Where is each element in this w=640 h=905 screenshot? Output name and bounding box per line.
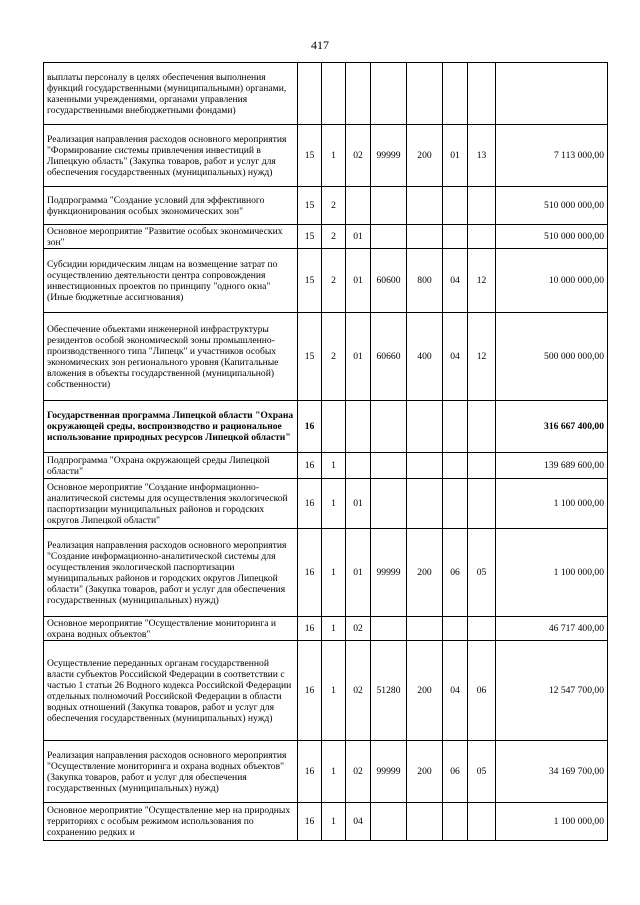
program-code	[298, 63, 322, 125]
section-code	[443, 63, 468, 125]
section-code	[443, 803, 468, 841]
table-row	[44, 249, 608, 313]
main-event-code: 02	[346, 617, 371, 641]
table-row	[44, 529, 608, 617]
table-row	[44, 479, 608, 529]
expense-type-code: 200	[407, 741, 443, 803]
expense-direction-code	[371, 803, 407, 841]
row-name: Основное мероприятие "Развитие особых экономических зон"	[44, 225, 298, 249]
program-code: 16	[298, 453, 322, 479]
amount: 7 113 000,00	[496, 125, 608, 187]
expense-direction-code	[371, 63, 407, 125]
expense-direction-code: 51280	[371, 641, 407, 741]
amount: 1 100 000,00	[496, 479, 608, 529]
row-name: Основное мероприятие "Создание информационно-аналитической системы для осуществления экологической паспортизации муниципальных районов и городских округов Липецкой области"	[44, 479, 298, 529]
main-event-code: 04	[346, 803, 371, 841]
program-code: 16	[298, 803, 322, 841]
main-event-code: 01	[346, 479, 371, 529]
subprogram-code	[322, 63, 346, 125]
amount: 46 717 400,00	[496, 617, 608, 641]
subprogram-code: 1	[322, 617, 346, 641]
amount: 139 689 600,00	[496, 453, 608, 479]
section-code	[443, 225, 468, 249]
subsection-code	[468, 803, 496, 841]
page-number: 417	[311, 38, 329, 52]
section-code: 06	[443, 529, 468, 617]
expense-type-code	[407, 617, 443, 641]
expense-type-code	[407, 63, 443, 125]
program-code: 15	[298, 225, 322, 249]
row-name: Субсидии юридическим лицам на возмещение затрат по осуществлению деятельности центра сопровождения инвестиционных проектов по принципу "одного окна" (Иные бюджетные ассигнования)	[44, 249, 298, 313]
expense-direction-code	[371, 187, 407, 225]
expense-type-code	[407, 453, 443, 479]
section-code: 04	[443, 641, 468, 741]
budget-table	[43, 62, 608, 841]
section-code	[443, 187, 468, 225]
row-name: Осуществление переданных органам государственной власти субъектов Российской Федерации в соответствии с частью 1 статьи 26 Водного кодекса Российской Федерации отдельных полномочий Российской Федерации в области водных отношений (Закупка товаров, работ и услуг для обеспечения государственных (муниципальных) нужд)	[44, 641, 298, 741]
subprogram-code	[322, 401, 346, 453]
section-code	[443, 479, 468, 529]
program-code: 15	[298, 187, 322, 225]
subprogram-code: 1	[322, 529, 346, 617]
expense-type-code: 200	[407, 641, 443, 741]
amount: 10 000 000,00	[496, 249, 608, 313]
subsection-code: 05	[468, 741, 496, 803]
subsection-code: 12	[468, 249, 496, 313]
main-event-code: 02	[346, 125, 371, 187]
subsection-code	[468, 401, 496, 453]
table-row	[44, 187, 608, 225]
main-event-code: 01	[346, 529, 371, 617]
expense-direction-code	[371, 479, 407, 529]
section-code: 04	[443, 249, 468, 313]
subsection-code: 12	[468, 313, 496, 401]
expense-direction-code	[371, 453, 407, 479]
amount: 500 000 000,00	[496, 313, 608, 401]
main-event-code	[346, 187, 371, 225]
row-name: Основное мероприятие "Осуществление мониторинга и охрана водных объектов"	[44, 617, 298, 641]
expense-direction-code	[371, 225, 407, 249]
program-code: 16	[298, 529, 322, 617]
subprogram-code: 2	[322, 249, 346, 313]
row-name: Обеспечение объектами инженерной инфраструктуры резидентов особой экономической зоны промышленно-производственного типа "Липецк" и участников особых экономических зон регионального уровня (Капитальные вложения в объекты государственной (муниципальной) собственности)	[44, 313, 298, 401]
table-row	[44, 803, 608, 841]
table-row	[44, 125, 608, 187]
amount: 1 100 000,00	[496, 529, 608, 617]
section-code: 04	[443, 313, 468, 401]
subsection-code	[468, 617, 496, 641]
table-row	[44, 453, 608, 479]
subsection-code	[468, 63, 496, 125]
subsection-code: 05	[468, 529, 496, 617]
row-name: Основное мероприятие "Осуществление мер на природных территориях с особым режимом использования по сохранению редких и	[44, 803, 298, 841]
expense-direction-code: 99999	[371, 529, 407, 617]
row-name: Реализация направления расходов основного мероприятия "Осуществление мониторинга и охрана водных объектов" (Закупка товаров, работ и услуг для обеспечения государственных (муниципальных) нужд)	[44, 741, 298, 803]
section-code	[443, 401, 468, 453]
program-code: 15	[298, 249, 322, 313]
main-event-code	[346, 63, 371, 125]
expense-type-code: 200	[407, 529, 443, 617]
expense-direction-code: 60600	[371, 249, 407, 313]
expense-type-code	[407, 225, 443, 249]
main-event-code: 01	[346, 313, 371, 401]
table-row	[44, 225, 608, 249]
expense-type-code: 400	[407, 313, 443, 401]
section-code: 06	[443, 741, 468, 803]
subprogram-code: 2	[322, 187, 346, 225]
subsection-code: 06	[468, 641, 496, 741]
row-name: Государственная программа Липецкой области "Охрана окружающей среды, воспроизводство и рациональное использование природных ресурсов Липецкой области"	[44, 401, 298, 453]
table-row	[44, 63, 608, 125]
program-code: 16	[298, 479, 322, 529]
expense-direction-code	[371, 617, 407, 641]
table-row	[44, 617, 608, 641]
expense-type-code	[407, 401, 443, 453]
subprogram-code: 1	[322, 125, 346, 187]
main-event-code: 01	[346, 225, 371, 249]
section-code	[443, 617, 468, 641]
expense-type-code	[407, 187, 443, 225]
main-event-code	[346, 401, 371, 453]
amount: 510 000 000,00	[496, 187, 608, 225]
main-event-code: 01	[346, 249, 371, 313]
main-event-code: 02	[346, 641, 371, 741]
row-name: Реализация направления расходов основного мероприятия "Формирование системы привлечения инвестиций в Липецкую область" (Закупка товаров, работ и услуг для обеспечения государственных (муниципальных) нужд)	[44, 125, 298, 187]
expense-type-code: 200	[407, 125, 443, 187]
program-code: 15	[298, 125, 322, 187]
subprogram-code: 1	[322, 641, 346, 741]
expense-type-code: 800	[407, 249, 443, 313]
expense-type-code	[407, 479, 443, 529]
amount: 1 100 000,00	[496, 803, 608, 841]
amount: 12 547 700,00	[496, 641, 608, 741]
row-name: Реализация направления расходов основного мероприятия "Создание информационно-аналитической системы для осуществления экологической паспортизации муниципальных районов и городских округов Липецкой области" (Закупка товаров, работ и услуг для обеспечения государственных (муниципальных) нужд)	[44, 529, 298, 617]
subprogram-code: 1	[322, 741, 346, 803]
row-name: Подпрограмма "Охрана окружающей среды Липецкой области"	[44, 453, 298, 479]
program-code: 16	[298, 641, 322, 741]
section-code	[443, 453, 468, 479]
subprogram-code: 1	[322, 803, 346, 841]
program-code: 15	[298, 313, 322, 401]
main-event-code: 02	[346, 741, 371, 803]
table-row	[44, 313, 608, 401]
table-row	[44, 641, 608, 741]
subprogram-code: 1	[322, 453, 346, 479]
subprogram-code: 2	[322, 313, 346, 401]
amount: 34 169 700,00	[496, 741, 608, 803]
expense-direction-code: 99999	[371, 125, 407, 187]
subsection-code	[468, 453, 496, 479]
row-name: выплаты персоналу в целях обеспечения выполнения функций государственными (муниципальными) органами, казенными учреждениями, органами управления государственными внебюджетными фондами)	[44, 63, 298, 125]
table-row	[44, 741, 608, 803]
subsection-code	[468, 225, 496, 249]
main-event-code	[346, 453, 371, 479]
program-code: 16	[298, 617, 322, 641]
subsection-code: 13	[468, 125, 496, 187]
section-code: 01	[443, 125, 468, 187]
row-name: Подпрограмма "Создание условий для эффективного функционирования особых экономических зон"	[44, 187, 298, 225]
subsection-code	[468, 479, 496, 529]
expense-type-code	[407, 803, 443, 841]
amount: 316 667 400,00	[496, 401, 608, 453]
program-code: 16	[298, 401, 322, 453]
subprogram-code: 1	[322, 479, 346, 529]
subprogram-code: 2	[322, 225, 346, 249]
expense-direction-code	[371, 401, 407, 453]
expense-direction-code: 99999	[371, 741, 407, 803]
amount	[496, 63, 608, 125]
program-code: 16	[298, 741, 322, 803]
subsection-code	[468, 187, 496, 225]
expense-direction-code: 60660	[371, 313, 407, 401]
amount: 510 000 000,00	[496, 225, 608, 249]
table-row	[44, 401, 608, 453]
